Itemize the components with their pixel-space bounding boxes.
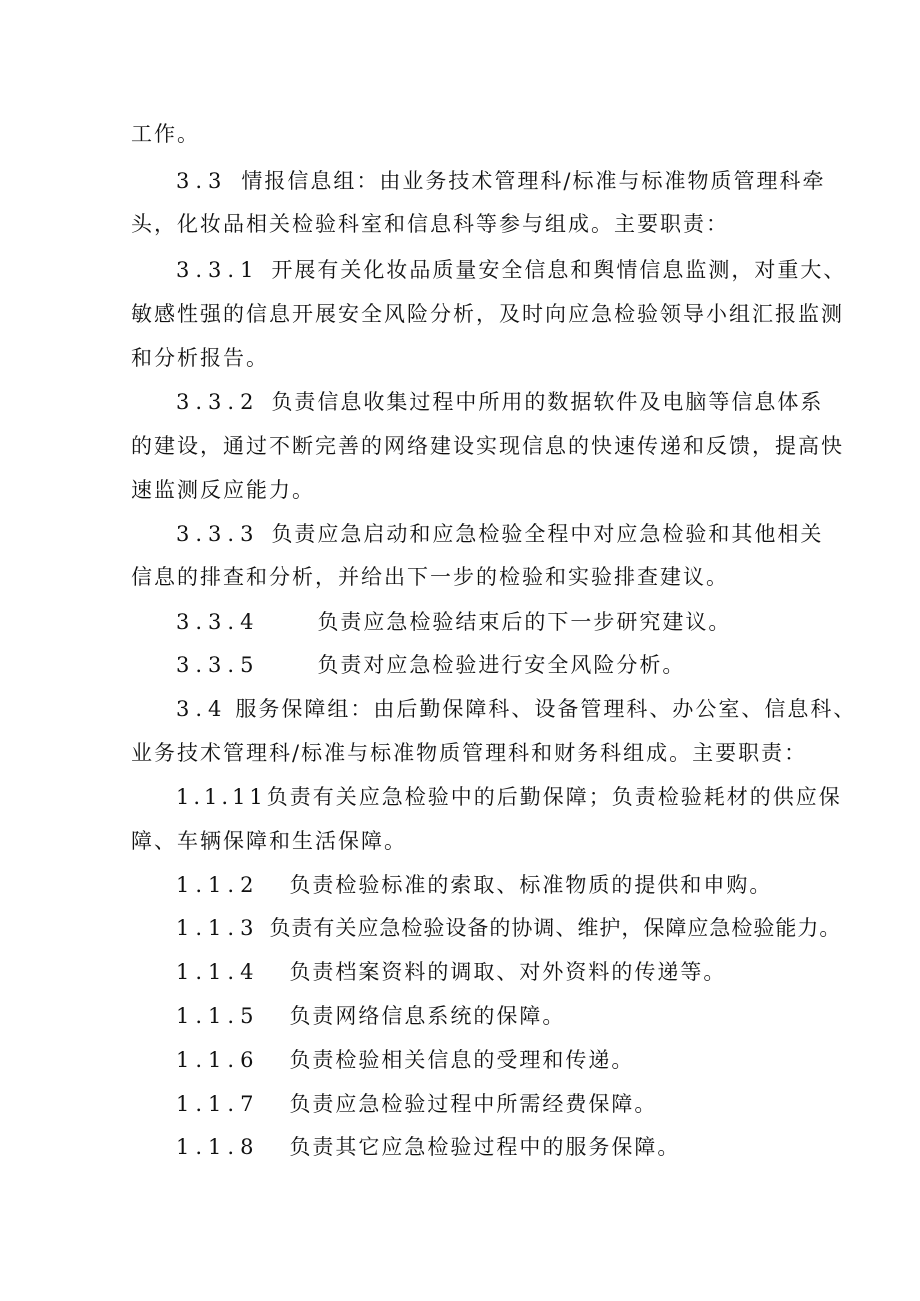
- section-3-3-1-first-line: [176, 257, 846, 283]
- paragraph-line: 敏感性强的信息开展安全风险分析，及时向应急检验领导小组汇报监测: [131, 302, 844, 326]
- section-1-1-3-line: [176, 915, 841, 941]
- paragraph-line: 工作。: [131, 122, 200, 146]
- paragraph-text: 负责其它应急检验过程中的服务保障。: [289, 1135, 681, 1159]
- section-number: 3.3.2: [176, 390, 260, 414]
- paragraph-text: 开展有关化妆品质量安全信息和舆情信息监测，对重大、: [271, 258, 847, 282]
- paragraph-text: 负责应急检验过程中所需经费保障。: [289, 1092, 658, 1116]
- paragraph-text: 负责档案资料的调取、对外资料的传递等。: [289, 960, 727, 984]
- section-number: 1.1.5: [176, 1004, 260, 1028]
- paragraph-text: 负责信息收集过程中所用的数据软件及电脑等信息体系: [271, 390, 824, 414]
- paragraph-text: 负责应急检验结束后的下一步研究建议。: [317, 610, 732, 634]
- section-3-3-3-first-line: [176, 521, 823, 547]
- section-number: 3.3.3: [176, 522, 260, 546]
- paragraph-text: 负责有关应急检验中的后勤保障；负责检验耗材的供应保: [266, 785, 842, 809]
- section-1-1-6-line: [176, 1047, 634, 1073]
- paragraph-line: 障、车辆保障和生活保障。: [131, 829, 407, 853]
- section-number: 1.1.3: [176, 916, 260, 940]
- paragraph-text: 负责有关应急检验设备的协调、维护，保障应急检验能力。: [269, 916, 842, 940]
- section-3-3-first-line: [176, 168, 825, 194]
- section-number: 1.1.8: [176, 1135, 260, 1159]
- paragraph-text: 负责网络信息系统的保障。: [289, 1004, 566, 1028]
- section-3-3-4-line: [176, 609, 731, 635]
- paragraph-line: 业务技术管理科/标准与标准物质管理科和财务科组成。主要职责：: [131, 741, 808, 765]
- section-1-1-2-line: [176, 872, 772, 898]
- section-3-3-2-first-line: [176, 389, 823, 415]
- section-number: 3.3.1: [176, 258, 260, 282]
- paragraph-line: 的建设，通过不断完善的网络建设实现信息的快速传递和反馈，提高快: [131, 434, 844, 458]
- paragraph-text: 情报信息组：由业务技术管理科/标准与标准物质管理科牵: [241, 169, 826, 193]
- section-number: 1.1.7: [176, 1092, 260, 1116]
- section-1-1-11-first-line: [176, 784, 842, 810]
- paragraph-text: 负责应急启动和应急检验全程中对应急检验和其他相关: [271, 522, 824, 546]
- section-number: 1.1.4: [176, 960, 260, 984]
- section-1-1-4-line: [176, 959, 726, 985]
- section-3-3-5-line: [176, 652, 685, 678]
- paragraph-line: 和分析报告。: [131, 346, 269, 370]
- section-number: 1.1.2: [176, 873, 260, 897]
- section-number: 3.3.4: [176, 610, 260, 634]
- paragraph-line: 速监测反应能力。: [131, 478, 315, 502]
- paragraph-line: 头，化妆品相关检验科室和信息科等参与组成。主要职责：: [131, 212, 729, 236]
- paragraph-line: 信息的排查和分析，并给出下一步的检验和实验排查建议。: [131, 565, 729, 589]
- paragraph-text: 服务保障组：由后勤保障科、设备管理科、办公室、信息科、: [235, 697, 857, 721]
- section-number: 3.3: [176, 169, 228, 193]
- paragraph-text: 负责检验标准的索取、标准物质的提供和申购。: [289, 873, 773, 897]
- paragraph-text: 负责对应急检验进行安全风险分析。: [317, 653, 686, 677]
- section-3-4-first-line: [176, 696, 856, 722]
- section-1-1-8-line: [176, 1134, 680, 1160]
- section-number: 3.4: [176, 697, 228, 721]
- section-number: 1.1.11: [176, 785, 267, 809]
- section-number: 1.1.6: [176, 1048, 260, 1072]
- section-number: 3.3.5: [176, 653, 260, 677]
- section-1-1-5-line: [176, 1003, 565, 1029]
- paragraph-text: 负责检验相关信息的受理和传递。: [289, 1048, 635, 1072]
- section-1-1-7-line: [176, 1091, 657, 1117]
